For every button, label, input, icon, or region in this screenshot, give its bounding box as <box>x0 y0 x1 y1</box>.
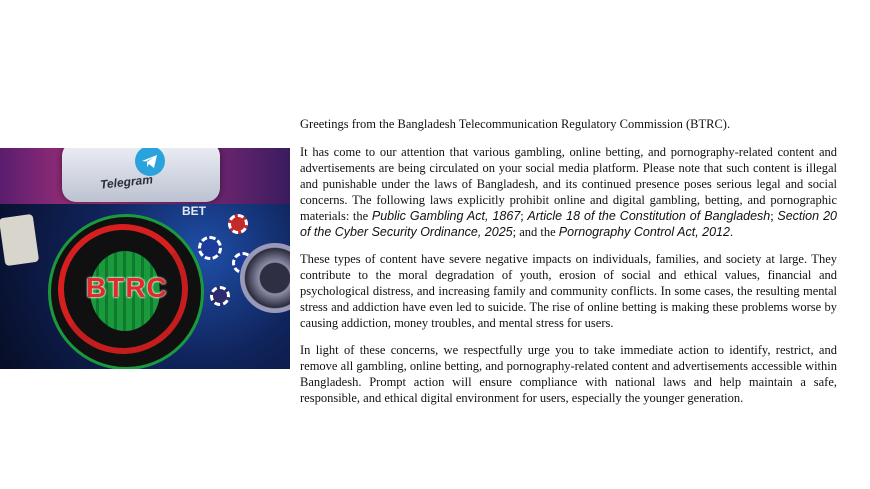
law-pornography-control-act: Pornography Control Act, 2012 <box>558 225 730 239</box>
casino-chip-icon <box>198 236 222 260</box>
telegram-banner <box>0 148 290 204</box>
law-cyber-security-ordinance: Section 20 of the Cyber Security Ordinance, 2025 <box>300 209 837 239</box>
bet-label: BET <box>182 204 206 218</box>
separator: ; <box>520 209 528 223</box>
separator: ; and the <box>512 225 559 239</box>
para1-intro: It has come to our attention that various gambling, online betting, and pornography-related content and advertisements are being circulated on your social media platform. Please note that such content is illegal and punishable under the laws of Bangladesh, and its continued presence poses serious legal and social concerns. The following laws explicitly prohibit online and digital gambling, betting, and pornographic materials: the <box>300 145 837 223</box>
paragraph-impacts: These types of content have severe negative impacts on individuals, families, and society at large. They contribute to the moral degradation of youth, erosion of social and ethical values, financial and psychological distress, and increasing family and community conflicts. In some cases, the resulting mental stress and addiction have even led to suicide. The rise of online betting is making these problems worse by causing addiction, money troubles, and mental stress for users. <box>300 252 837 330</box>
law-article-18: Article 18 of the Constitution of Bangladesh <box>527 209 771 223</box>
casino-chip-icon <box>228 214 248 234</box>
seal-btrc-text: BTRC <box>86 272 168 303</box>
law-public-gambling-act: Public Gambling Act, 1867 <box>371 209 521 223</box>
playing-card-icon <box>0 214 39 266</box>
paragraph-laws <box>300 144 837 240</box>
separator: ; <box>770 209 778 223</box>
letter-body <box>300 116 837 417</box>
telegram-wordmark: Telegram <box>99 172 154 192</box>
header-collage-image <box>0 148 290 369</box>
phone-image <box>62 148 220 202</box>
greeting-line: Greetings from the Bangladesh Telecommunication Regulatory Commission (BTRC). <box>300 117 731 131</box>
casino-chip-icon <box>210 286 230 306</box>
period: . <box>729 225 734 239</box>
paragraph-request: In light of these concerns, we respectfully urge you to take immediate action to identify, restrict, and remove all gambling, online betting, and pornography-related content and advertisements accessible within Bangladesh. Prompt action will ensure compliance with national laws and help maintain a safe, responsible, and ethical digital environment for users, especially the younger generation. <box>300 343 837 405</box>
